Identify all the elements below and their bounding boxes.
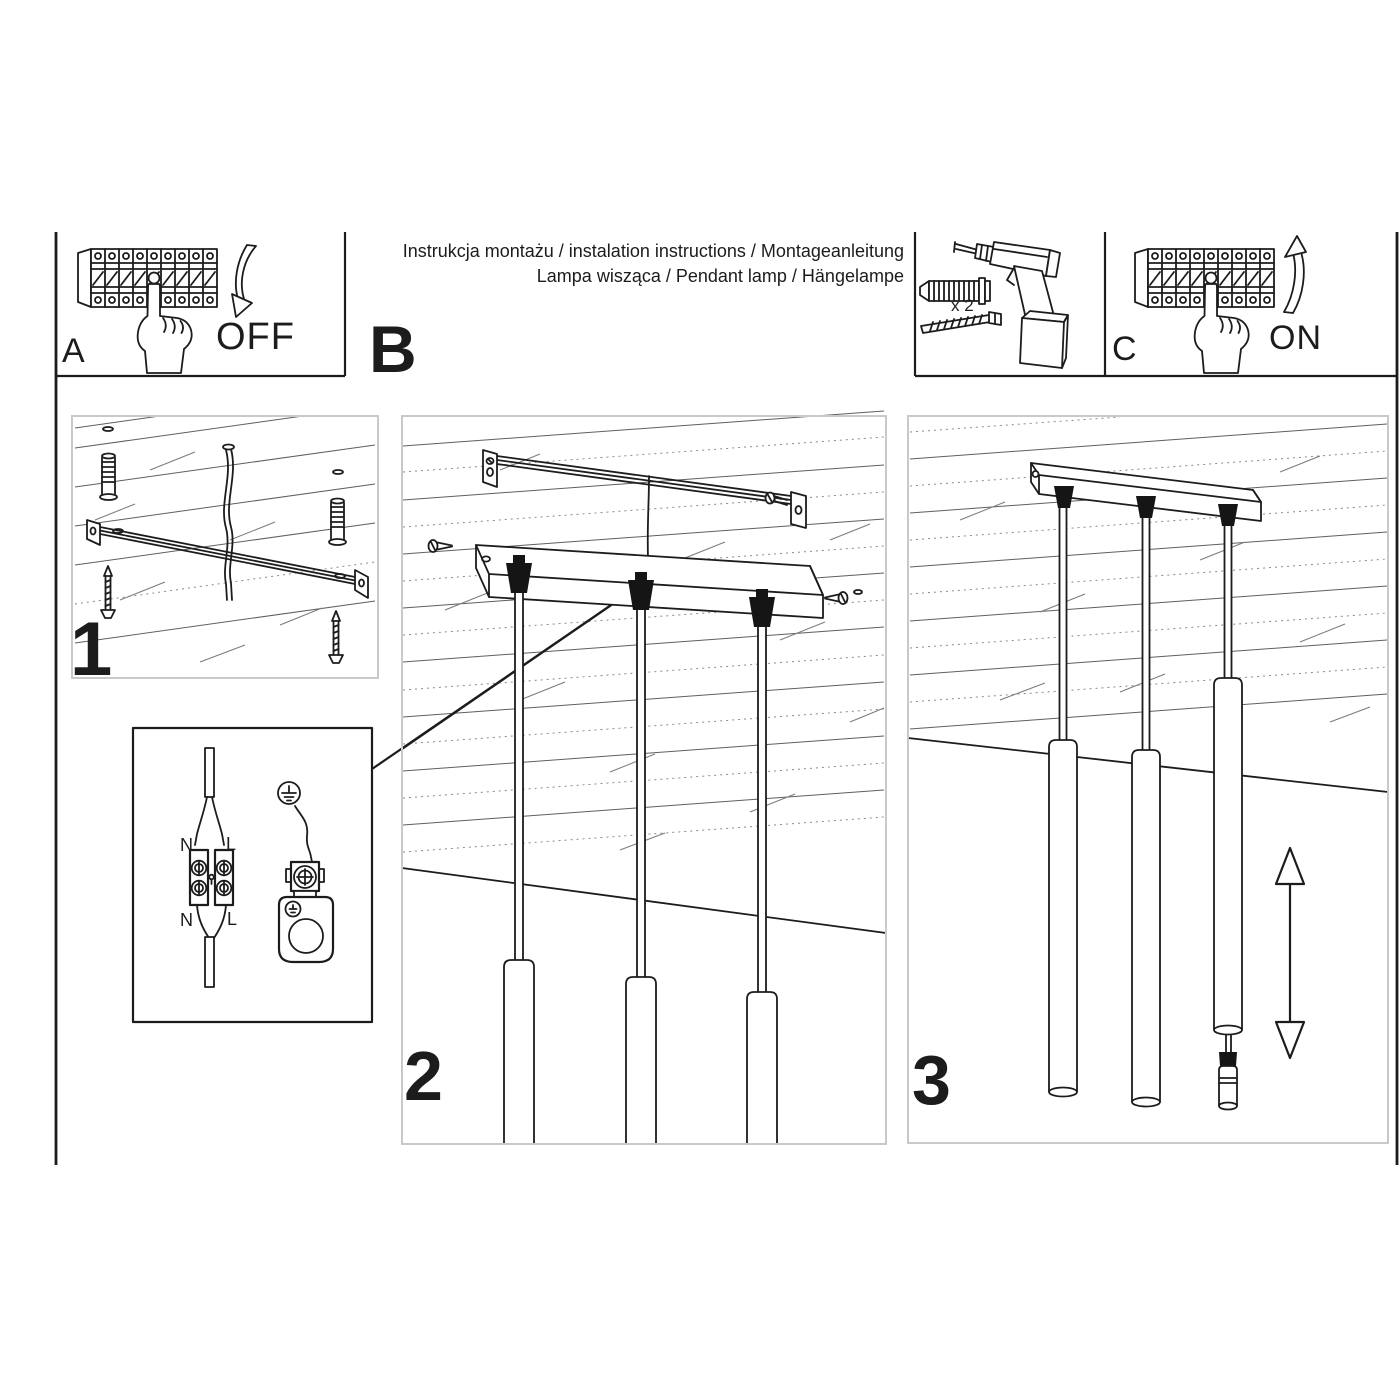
wiring-detail	[133, 577, 652, 1022]
pendant-tube	[504, 960, 777, 1145]
curved-arrow-up-icon	[1284, 236, 1306, 313]
wire-label-l-top: L	[226, 834, 237, 854]
dowel-quantity-label: x 2	[951, 296, 974, 315]
page-rules	[56, 232, 1397, 1165]
mounting-bracket	[483, 450, 806, 528]
feed-wire	[648, 476, 649, 558]
ceiling-planks	[75, 416, 375, 662]
curved-arrow-down-icon	[232, 245, 256, 317]
pendant-cables	[1060, 508, 1232, 752]
manual-title	[384, 239, 904, 289]
panel-b-letter: B	[369, 312, 417, 386]
switch-off-label: OFF	[216, 316, 295, 358]
bulb-socket	[1219, 1035, 1237, 1110]
wall-plug-icon	[100, 454, 117, 501]
wall-plug-icon	[329, 499, 346, 546]
wire-label-l-bottom: L	[227, 909, 238, 929]
pendant-cables	[515, 593, 766, 993]
panel-c-letter: C	[1112, 330, 1137, 368]
step1-frame	[72, 416, 378, 678]
double-arrow-icon	[1276, 848, 1304, 1058]
step2-number: 2	[404, 1037, 443, 1115]
title-line2: Lampa wisząca / Pendant lamp / Hängelampe	[536, 266, 904, 286]
wire-label-n-top: N	[180, 835, 193, 855]
step2-illustration	[402, 411, 886, 1145]
title-line1: Instrukcja montażu / instalation instructions / Montageanleitung	[402, 241, 904, 261]
tools-illustration	[920, 242, 1068, 368]
step1-number: 1	[70, 607, 113, 692]
step3-number: 3	[912, 1041, 951, 1119]
step3-illustration	[908, 417, 1388, 1110]
wire-label-n-bottom: N	[180, 910, 193, 930]
hanging-cable	[223, 445, 234, 601]
panel-a-letter: A	[62, 332, 85, 370]
screw-icon	[329, 611, 343, 663]
step1-illustration	[75, 416, 375, 663]
ground-symbol-icon	[278, 782, 300, 804]
switch-on-label: ON	[1269, 319, 1322, 357]
